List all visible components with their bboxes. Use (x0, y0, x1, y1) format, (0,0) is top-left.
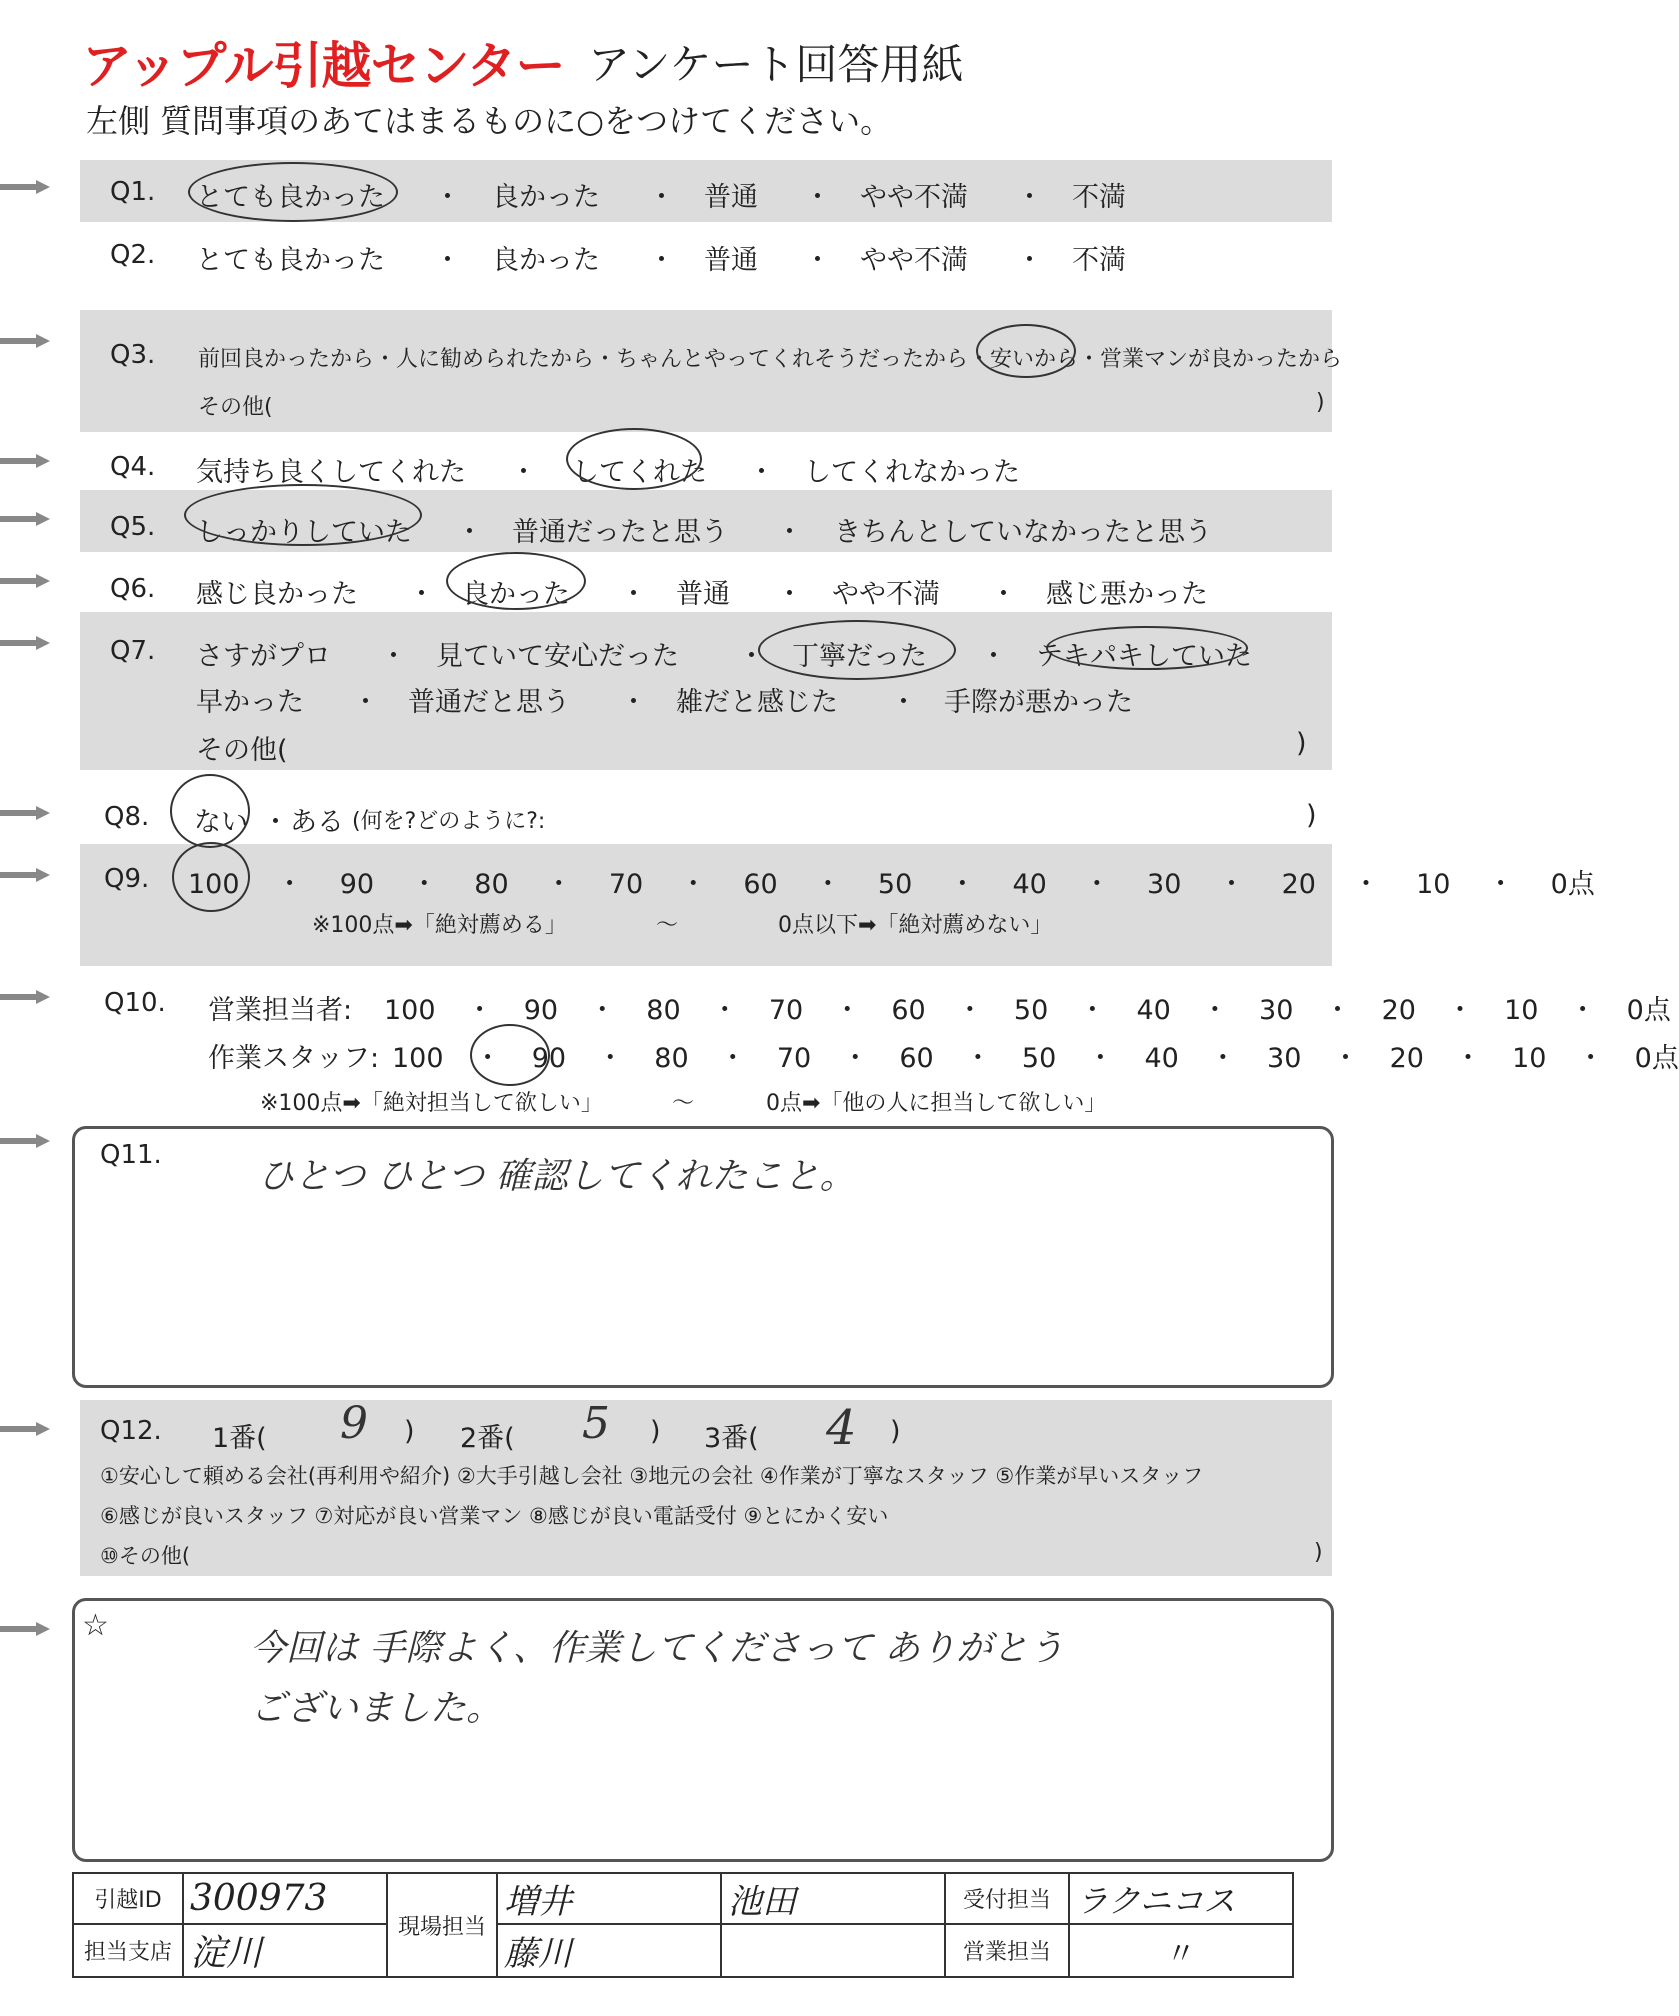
separator: ・ (1569, 995, 1597, 1026)
score-unit: 点 (1643, 995, 1671, 1026)
separator: ・ (408, 579, 435, 610)
score-option[interactable]: 40 (1136, 995, 1171, 1026)
paren-close: ) (890, 1416, 901, 1447)
separator: ・ (648, 182, 675, 213)
q7-option[interactable]: 丁寧だった (792, 641, 927, 672)
separator: ・ (1577, 1043, 1605, 1074)
q6-number: Q6. (110, 574, 156, 604)
separator: ・ (620, 579, 647, 610)
q8-number: Q8. (104, 802, 150, 832)
q5-number: Q5. (110, 512, 156, 542)
separator: ・ (1217, 869, 1245, 900)
arrow-icon (0, 636, 54, 650)
score-option[interactable]: 90 (339, 869, 375, 900)
score-option[interactable]: 30 (1259, 995, 1294, 1026)
answer-circle (446, 552, 586, 610)
score-option[interactable]: 10 (1416, 869, 1451, 900)
q1-number: Q1. (110, 177, 156, 207)
q9-note-right: 0点以下➡「絶対薦めない」 (778, 913, 1053, 938)
q4-option[interactable]: してくれなかった (804, 457, 1020, 488)
q6-option[interactable]: やや不満 (832, 579, 940, 610)
answer-circle (976, 324, 1076, 378)
score-option[interactable]: 90 (523, 995, 559, 1026)
separator: ・ (833, 995, 861, 1026)
answer-circle (172, 842, 250, 912)
arrow-icon (0, 512, 54, 526)
reception-label: 受付担当 (945, 1873, 1069, 1924)
branch-value[interactable]: 淀川 (183, 1924, 387, 1977)
site-staff-2[interactable]: 池田 (721, 1873, 945, 1924)
q7-option[interactable]: 雑だと感じた (676, 687, 838, 718)
q4-option[interactable]: してくれた (572, 457, 707, 488)
brand-title: アップル引越センター (82, 37, 565, 95)
separator: ・ (596, 1043, 624, 1074)
answer-circle (758, 620, 956, 680)
answer-circle (184, 484, 422, 546)
answer-circle (470, 1024, 550, 1086)
q5-option[interactable]: きちんとしていなかったと思う (834, 517, 1212, 548)
q12-number: Q12. (100, 1416, 162, 1446)
score-option[interactable]: 10 (1504, 995, 1539, 1026)
q2-option[interactable]: 普通 (704, 245, 758, 276)
arrow-icon (0, 868, 54, 882)
q9-number: Q9. (104, 864, 150, 894)
site-staff-3[interactable]: 藤川 (497, 1924, 721, 1977)
arrow-icon (0, 806, 54, 820)
q6-option[interactable]: 良かった (462, 579, 570, 610)
q2-option[interactable]: やや不満 (860, 245, 968, 276)
reception-value[interactable]: ラクニコス (1069, 1873, 1293, 1924)
separator: ・ (948, 869, 976, 900)
arrow-icon (0, 990, 54, 1004)
separator: ・ (545, 869, 573, 900)
q6-option[interactable]: 感じ悪かった (1046, 579, 1208, 610)
sales-value[interactable]: 〃 (1069, 1924, 1293, 1977)
q1-option[interactable]: 普通 (704, 182, 758, 213)
q6-option[interactable]: 普通 (676, 579, 730, 610)
move-id-value[interactable]: 300973 (183, 1873, 387, 1924)
separator: ・ (1446, 995, 1474, 1026)
q12-choices-row1: ①安心して頼める会社(再利用や紹介) ②大手引越し会社 ③地元の会社 ④作業が丁寧なスタッフ ⑤作業が早いスタッフ (100, 1464, 1204, 1488)
score-option[interactable]: 60 (899, 1043, 934, 1074)
q5-option[interactable]: しっかりしていた (196, 517, 412, 548)
score-option[interactable]: 100 (392, 1043, 444, 1074)
q7-option[interactable]: 早かった (196, 687, 304, 718)
separator: ・ (648, 245, 675, 276)
arrow-icon (0, 1622, 54, 1636)
q12-first-label: 1番( (212, 1423, 267, 1454)
separator: ・ (510, 457, 537, 488)
score-option[interactable]: 40 (1144, 1043, 1179, 1074)
q7-option[interactable]: さすがプロ (196, 641, 331, 672)
answer-circle (566, 428, 702, 490)
q2-option[interactable]: とても良かった (196, 245, 385, 276)
footer-table (72, 1872, 1294, 1978)
q7-option[interactable]: テキパキしていた (1036, 641, 1252, 672)
arrow-icon (0, 1422, 54, 1436)
q1-option[interactable]: やや不満 (860, 182, 968, 213)
score-option[interactable]: 100 (188, 869, 240, 900)
separator: ・ (1016, 245, 1043, 276)
arrow-icon (0, 180, 54, 194)
arrow-icon (0, 454, 54, 468)
answer-circle (188, 162, 398, 222)
q10-note-right: 0点➡「他の人に担当して欲しい」 (766, 1091, 1107, 1116)
instruction-text: 左側 質問事項のあてはまるものに○をつけてください。 (86, 102, 893, 140)
score-option[interactable]: 0 (1550, 869, 1568, 900)
q3-number: Q3. (110, 340, 156, 370)
separator: ・ (990, 579, 1017, 610)
q1-option[interactable]: 不満 (1072, 182, 1126, 213)
score-option[interactable]: 20 (1389, 1043, 1424, 1074)
q12-first-answer[interactable]: 9 (340, 1398, 368, 1449)
q8-option-yes[interactable]: ある (290, 807, 344, 838)
score-option[interactable]: 70 (608, 869, 644, 900)
q12-second-label: 2番( (460, 1423, 515, 1454)
score-option[interactable]: 60 (891, 995, 926, 1026)
separator: ・ (719, 1043, 747, 1074)
score-unit: 点 (1567, 869, 1595, 900)
score-option[interactable]: 100 (384, 995, 436, 1026)
separator: ・ (1331, 1043, 1359, 1074)
comment-line-1: 今回は 手際よく、作業してくださって ありがとう (250, 1628, 1065, 1669)
answer-circle (1046, 626, 1248, 670)
q3-close: ) (1316, 390, 1325, 415)
separator: ・ (1016, 182, 1043, 213)
separator: ・ (380, 641, 407, 672)
site-staff-4[interactable] (721, 1924, 945, 1977)
separator: ・ (776, 517, 803, 548)
q12-third-answer[interactable]: 4 (826, 1400, 857, 1456)
q7-number: Q7. (110, 636, 156, 666)
q7-option[interactable]: 見ていて安心だった (436, 641, 679, 672)
separator: ・ (352, 687, 379, 718)
separator: ・ (776, 579, 803, 610)
score-option[interactable]: 50 (877, 869, 913, 900)
score-option[interactable]: 80 (646, 995, 681, 1026)
form-subtitle: アンケート回答用紙 (588, 40, 964, 89)
q10-sales-scale[interactable] (384, 988, 1671, 1027)
score-unit: 点 (1651, 1043, 1679, 1074)
q11-handwritten-answer: ひとつ ひとつ 確認してくれたこと。 (258, 1156, 856, 1197)
q10-staff-label: 作業スタッフ: (208, 1043, 380, 1074)
separator: ・ (410, 869, 438, 900)
separator: ・ (1209, 1043, 1237, 1074)
q8-note: (何を?どのように?: (352, 809, 546, 834)
separator: ・ (738, 641, 765, 672)
separator: ・ (804, 245, 831, 276)
separator: ・ (1323, 995, 1351, 1026)
site-staff-label: 現場担当 (387, 1873, 497, 1977)
q2-option[interactable]: 不満 (1072, 245, 1126, 276)
separator: ・ (841, 1043, 869, 1074)
score-option[interactable]: 70 (768, 995, 804, 1026)
q7-option[interactable]: 手際が悪かった (944, 687, 1133, 718)
q6-option[interactable]: 感じ良かった (196, 579, 358, 610)
score-option[interactable]: 0 (1634, 1043, 1652, 1074)
q7-option[interactable]: 普通だと思う (408, 687, 570, 718)
q4-number: Q4. (110, 452, 156, 482)
separator: ・ (956, 995, 984, 1026)
separator: ・ (620, 687, 647, 718)
separator: ・ (466, 995, 494, 1026)
move-id-label: 引越ID (73, 1873, 183, 1924)
separator: ・ (456, 517, 483, 548)
q10-number: Q10. (104, 988, 166, 1018)
q12-close: ) (1314, 1540, 1323, 1565)
q2-number: Q2. (110, 240, 156, 270)
separator: ・ (434, 182, 461, 213)
q5-option[interactable]: 普通だったと思う (512, 517, 728, 548)
separator: ・ (980, 641, 1007, 672)
q10-sales-label: 営業担当者: (208, 995, 353, 1026)
separator: ・ (964, 1043, 992, 1074)
q3-options[interactable]: 前回良かったから・人に勧められたから・ちゃんとやってくれそうだったから・安いから・営業マンが良かったから (198, 347, 1343, 372)
separator: ・ (890, 687, 917, 718)
arrow-icon (0, 334, 54, 348)
score-option[interactable]: 30 (1267, 1043, 1302, 1074)
branch-label: 担当支店 (73, 1924, 183, 1977)
separator: ・ (814, 869, 842, 900)
score-option[interactable]: 80 (474, 869, 509, 900)
separator: ・ (1352, 869, 1380, 900)
star-icon: ☆ (82, 1608, 109, 1643)
q12-choices-row3: ⑩その他( (100, 1544, 191, 1568)
q12-choices-row2: ⑥感じが良いスタッフ ⑦対応が良い営業マン ⑧感じが良い電話受付 ⑨とにかく安い (100, 1504, 889, 1528)
separator: ・ (804, 182, 831, 213)
separator: ・ (1086, 1043, 1114, 1074)
score-option[interactable]: 20 (1381, 995, 1416, 1026)
score-option[interactable]: 10 (1512, 1043, 1547, 1074)
separator: ・ (588, 995, 616, 1026)
separator: ・ (1454, 1043, 1482, 1074)
q12-third-label: 3番( (704, 1423, 759, 1454)
q1-option[interactable]: とても良かった (196, 182, 385, 213)
site-staff-1[interactable]: 増井 (497, 1873, 721, 1924)
score-option[interactable]: 60 (743, 869, 778, 900)
separator: ・ (1083, 869, 1111, 900)
q4-option[interactable]: 気持ち良くしてくれた (196, 457, 466, 488)
q7-close: ) (1296, 728, 1307, 759)
arrow-icon (0, 1134, 54, 1148)
answer-circle (170, 774, 250, 848)
separator: ・ (434, 245, 461, 276)
tilde: ～ (656, 913, 679, 938)
q9-scale[interactable] (188, 862, 1595, 901)
arrow-icon (0, 574, 54, 588)
comment-line-2: ございました。 (250, 1688, 503, 1729)
separator: ・ (1487, 869, 1515, 900)
sales-label: 営業担当 (945, 1924, 1069, 1977)
score-option[interactable]: 90 (531, 1043, 567, 1074)
q12-second-answer[interactable]: 5 (582, 1398, 610, 1449)
q11-number: Q11. (100, 1140, 162, 1170)
score-option[interactable]: 20 (1281, 869, 1316, 900)
q10-staff-scale[interactable] (392, 1036, 1679, 1075)
separator: ・ (1078, 995, 1106, 1026)
score-option[interactable]: 50 (1021, 1043, 1057, 1074)
paren-close: ) (650, 1416, 661, 1447)
separator: ・ (748, 457, 775, 488)
q10-note-left: ※100点➡「絶対担当して欲しい」 (260, 1091, 603, 1116)
separator: ・ (262, 807, 289, 838)
q9-note-left: ※100点➡「絶対薦める」 (312, 913, 567, 938)
tilde: ～ (672, 1091, 695, 1116)
q3-other: その他( (198, 395, 273, 420)
score-option[interactable]: 0 (1626, 995, 1644, 1026)
separator: ・ (679, 869, 707, 900)
q8-close: ) (1306, 800, 1317, 831)
separator: ・ (1201, 995, 1229, 1026)
score-option[interactable]: 40 (1012, 869, 1047, 900)
q2-option[interactable]: 良かった (492, 245, 600, 276)
separator: ・ (276, 869, 304, 900)
q7-other: その他( (196, 735, 288, 766)
q8-option-no[interactable]: ない (194, 807, 248, 838)
score-option[interactable]: 30 (1147, 869, 1182, 900)
score-option[interactable]: 80 (654, 1043, 689, 1074)
q1-option[interactable]: 良かった (492, 182, 600, 213)
score-option[interactable]: 70 (776, 1043, 812, 1074)
separator: ・ (474, 1043, 502, 1074)
score-option[interactable]: 50 (1013, 995, 1049, 1026)
separator: ・ (711, 995, 739, 1026)
paren-close: ) (404, 1416, 415, 1447)
